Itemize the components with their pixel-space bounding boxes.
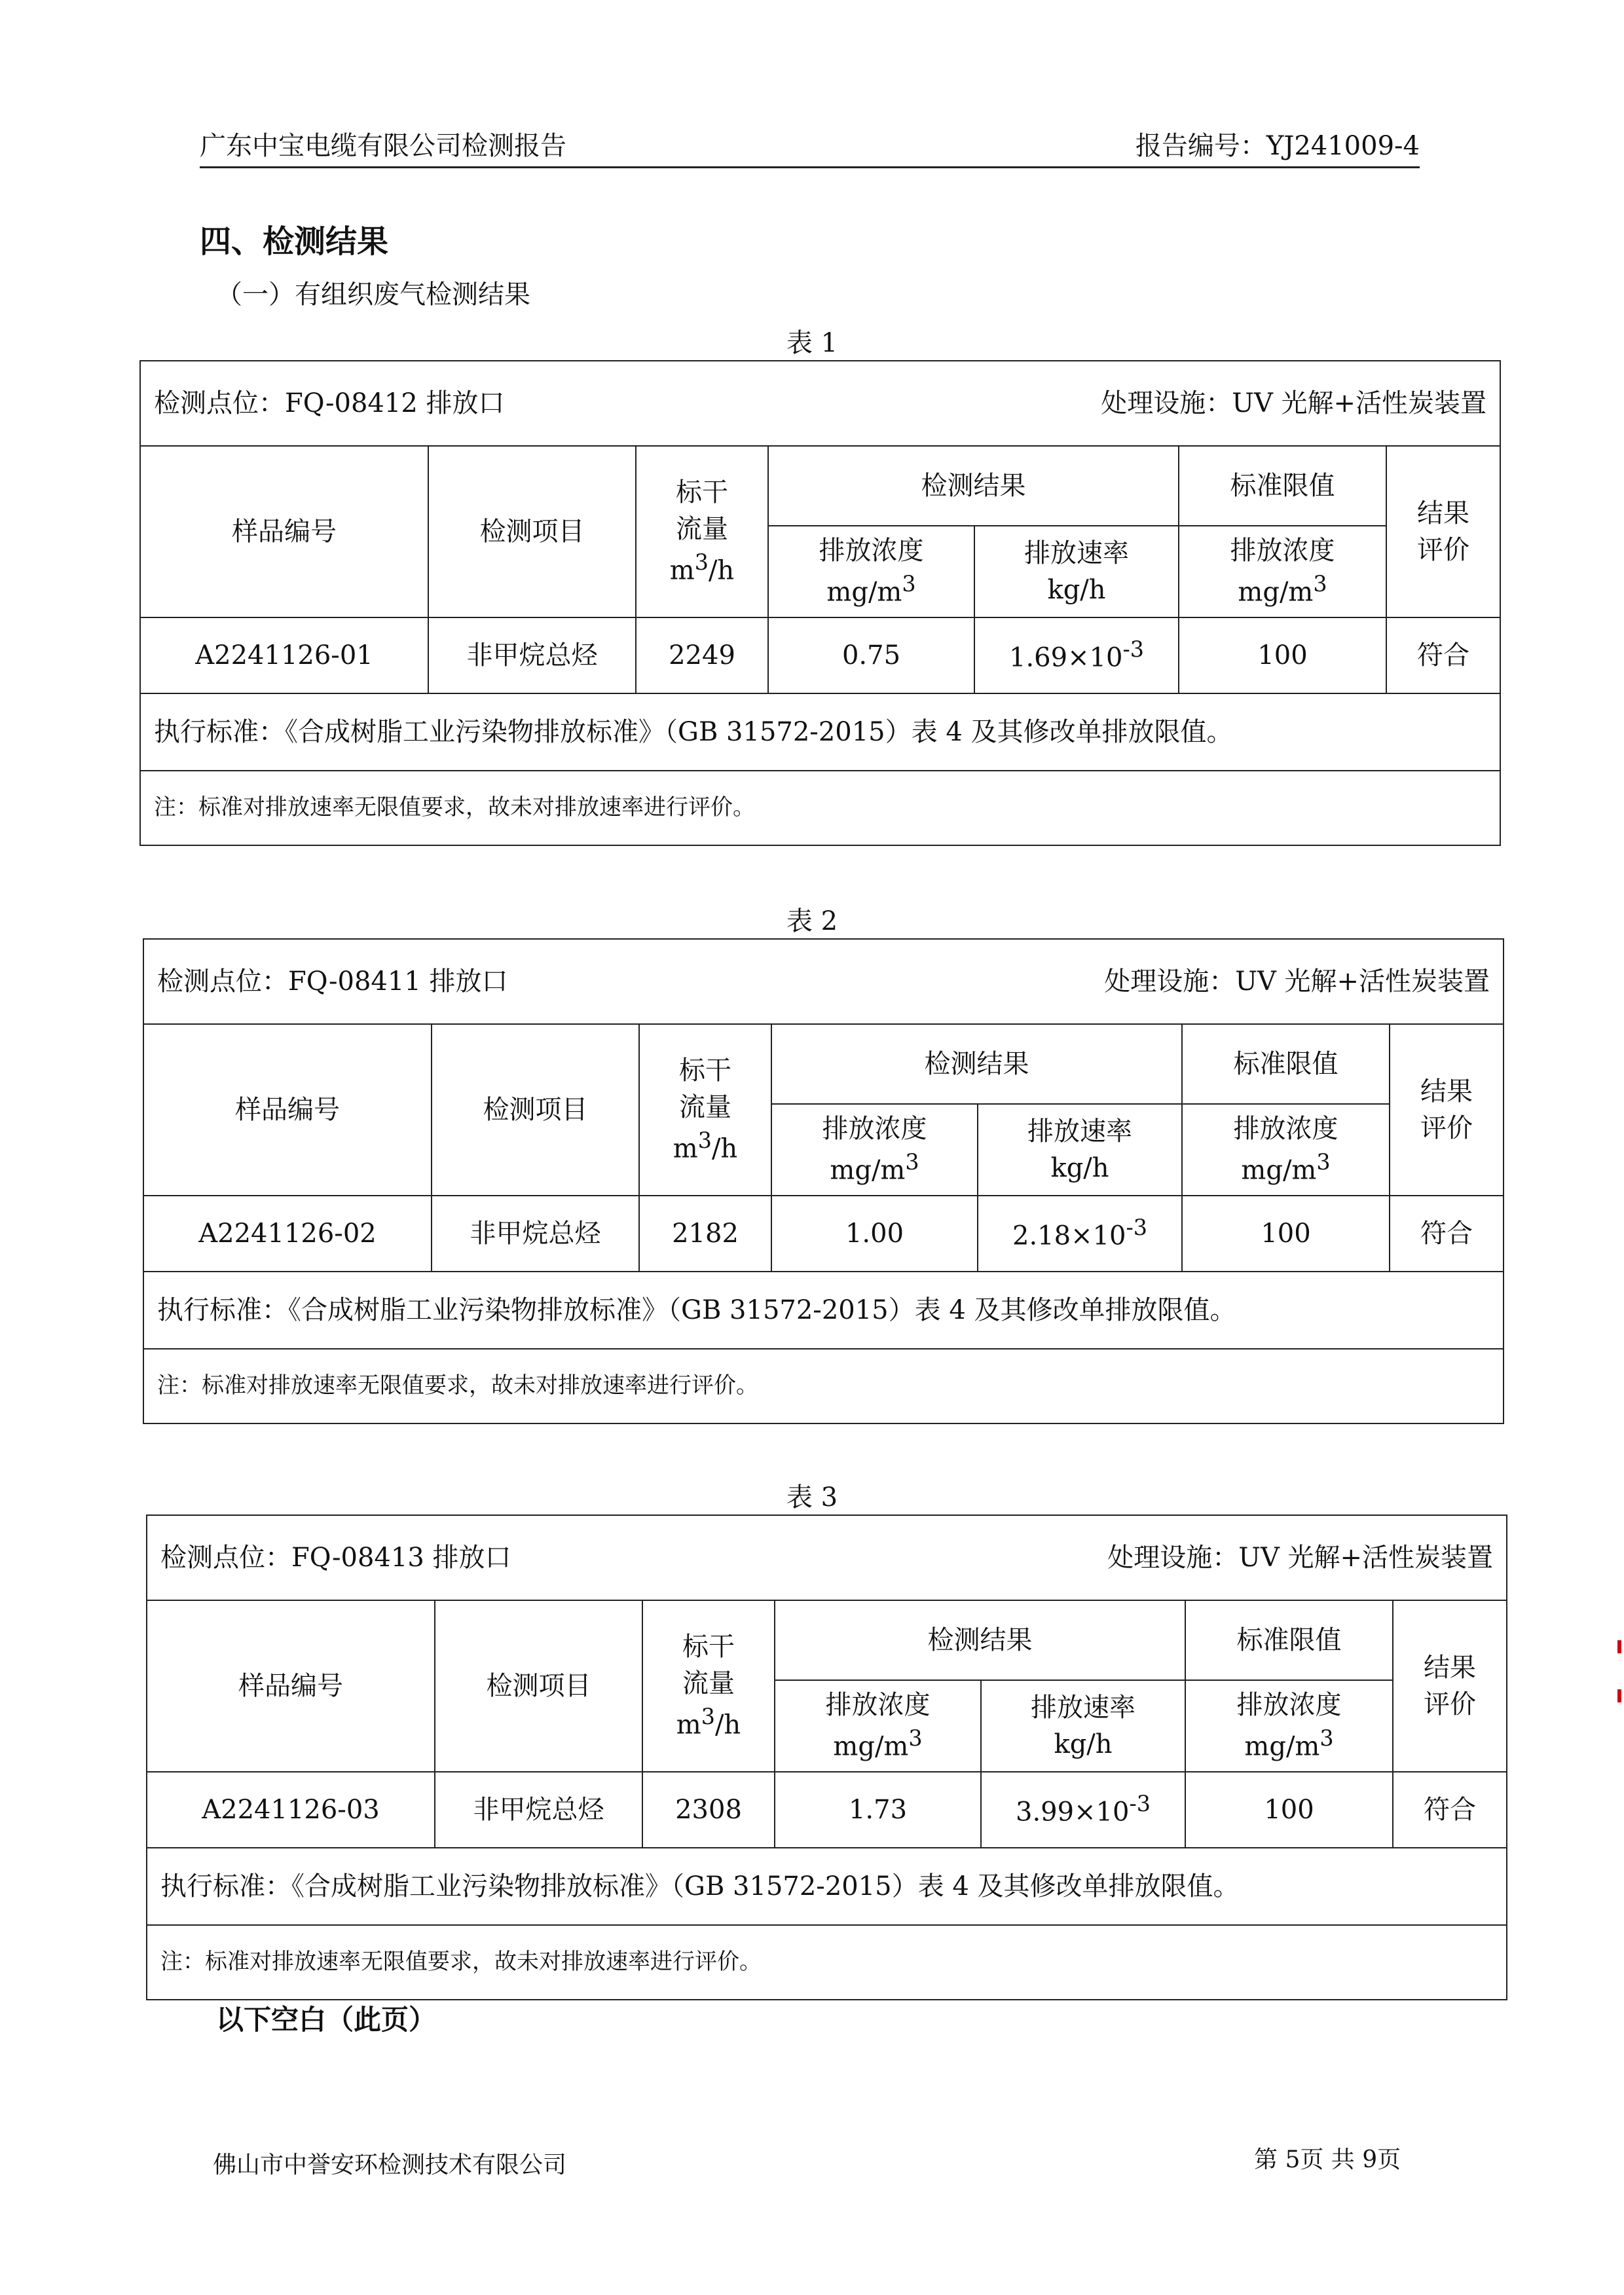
table-note: 注：标准对排放速率无限值要求，故未对排放速率进行评价。 <box>143 1349 1504 1423</box>
concentration-cell: 0.75 <box>768 617 974 693</box>
header-results-group: 检测结果 <box>775 1600 1185 1680</box>
limit-cell: 100 <box>1179 617 1386 693</box>
page-number: 第 5页 共 9页 <box>1254 2146 1401 2173</box>
table-note: 注：标准对排放速率无限值要求，故未对排放速率进行评价。 <box>147 1925 1507 2000</box>
section-title: 四、检测结果 <box>200 223 389 260</box>
subsection-title: （一）有组织废气检测结果 <box>216 280 530 310</box>
table-caption: 表 1 <box>786 328 838 358</box>
monitoring-point: 检测点位：FQ-08411 排放口 <box>157 966 508 997</box>
concentration-cell: 1.00 <box>771 1196 978 1272</box>
monitoring-info-row <box>147 1515 1507 1600</box>
header-flow: 标干 流量 $m^3/h$ <box>639 1024 771 1196</box>
header-sample-no: 样品编号 <box>143 1024 432 1196</box>
limit-cell: 100 <box>1182 1196 1390 1272</box>
evaluation-cell: 符合 <box>1393 1772 1507 1848</box>
header-limit-group: 标准限值 <box>1185 1600 1393 1680</box>
table-row <box>147 1772 1507 1848</box>
rate-cell: $3.99\times 10^{-3}$ <box>981 1772 1185 1848</box>
flow-cell: 2308 <box>642 1772 775 1848</box>
result-table <box>146 1515 1507 2000</box>
rate-cell: $2.18\times 10^{-3}$ <box>978 1196 1182 1272</box>
header-rate: 排放速率 kg/h <box>981 1680 1185 1772</box>
header-test-item: 检测项目 <box>428 446 636 617</box>
report-number: 报告编号：YJ241009-4 <box>1135 131 1420 161</box>
header-concentration: 排放浓度 $mg/m^3$ <box>775 1680 981 1772</box>
monitoring-point: 检测点位：FQ-08413 排放口 <box>160 1543 511 1573</box>
header-concentration: 排放浓度 $mg/m^3$ <box>771 1104 978 1196</box>
sample-no-cell: A2241126-01 <box>140 617 428 693</box>
test-item-cell: 非甲烷总烃 <box>428 617 636 693</box>
scan-mark <box>1617 1689 1621 1702</box>
evaluation-cell: 符合 <box>1386 617 1500 693</box>
treatment-facility: 处理设施：UV 光解+活性炭装置 <box>1104 966 1490 997</box>
header-rate: 排放速率 kg/h <box>978 1104 1182 1196</box>
header-limit-concentration: 排放浓度 $mg/m^3$ <box>1182 1104 1390 1196</box>
sample-no-cell: A2241126-03 <box>147 1772 435 1848</box>
evaluation-cell: 符合 <box>1390 1196 1504 1272</box>
header-sample-no: 样品编号 <box>140 446 428 617</box>
executed-standard: 执行标准：《合成树脂工业污染物排放标准》（GB 31572-2015）表 4 及其修改单排放限值。 <box>147 1848 1507 1925</box>
header-rate: 排放速率 kg/h <box>974 526 1179 617</box>
monitoring-info-row <box>143 939 1504 1024</box>
footer-company: 佛山市中誉安环检测技术有限公司 <box>213 2152 567 2178</box>
result-table <box>143 938 1504 1424</box>
treatment-facility: 处理设施：UV 光解+活性炭装置 <box>1101 388 1487 418</box>
header-results-group: 检测结果 <box>771 1024 1182 1104</box>
monitoring-point: 检测点位：FQ-08412 排放口 <box>154 388 505 418</box>
flow-cell: 2182 <box>639 1196 771 1272</box>
test-item-cell: 非甲烷总烃 <box>432 1196 639 1272</box>
table-caption: 表 3 <box>786 1482 838 1513</box>
report-company-title: 广东中宝电缆有限公司检测报告 <box>200 131 566 161</box>
header-limit-concentration: 排放浓度 $mg/m^3$ <box>1185 1680 1393 1772</box>
header-limit-concentration: 排放浓度 $mg/m^3$ <box>1179 526 1386 617</box>
header-concentration: 排放浓度 $mg/m^3$ <box>768 526 974 617</box>
header-evaluation: 结果 评价 <box>1393 1600 1507 1772</box>
table-caption: 表 2 <box>786 906 838 936</box>
header-test-item: 检测项目 <box>432 1024 639 1196</box>
table-note: 注：标准对排放速率无限值要求，故未对排放速率进行评价。 <box>140 771 1500 845</box>
executed-standard: 执行标准：《合成树脂工业污染物排放标准》（GB 31572-2015）表 4 及其修改单排放限值。 <box>140 693 1500 771</box>
test-item-cell: 非甲烷总烃 <box>435 1772 642 1848</box>
header-evaluation: 结果 评价 <box>1386 446 1500 617</box>
flow-cell: 2249 <box>636 617 768 693</box>
limit-cell: 100 <box>1185 1772 1393 1848</box>
table-row <box>140 617 1500 693</box>
treatment-facility: 处理设施：UV 光解+活性炭装置 <box>1107 1543 1494 1573</box>
header-sample-no: 样品编号 <box>147 1600 435 1772</box>
header-results-group: 检测结果 <box>768 446 1179 526</box>
scan-mark <box>1617 1640 1621 1653</box>
blank-page-note: 以下空白（此页） <box>216 2004 437 2036</box>
header-limit-group: 标准限值 <box>1182 1024 1390 1104</box>
header-test-item: 检测项目 <box>435 1600 642 1772</box>
monitoring-info-row <box>140 361 1500 446</box>
header-limit-group: 标准限值 <box>1179 446 1386 526</box>
rate-cell: $1.69\times 10^{-3}$ <box>974 617 1179 693</box>
executed-standard: 执行标准：《合成树脂工业污染物排放标准》（GB 31572-2015）表 4 及其修改单排放限值。 <box>143 1272 1504 1349</box>
header-flow: 标干 流量 $m^3/h$ <box>636 446 768 617</box>
page-header <box>200 130 1420 168</box>
header-flow: 标干 流量 $m^3/h$ <box>642 1600 775 1772</box>
concentration-cell: 1.73 <box>775 1772 981 1848</box>
result-table <box>139 360 1501 846</box>
header-evaluation: 结果 评价 <box>1390 1024 1504 1196</box>
table-row <box>143 1196 1504 1272</box>
sample-no-cell: A2241126-02 <box>143 1196 432 1272</box>
